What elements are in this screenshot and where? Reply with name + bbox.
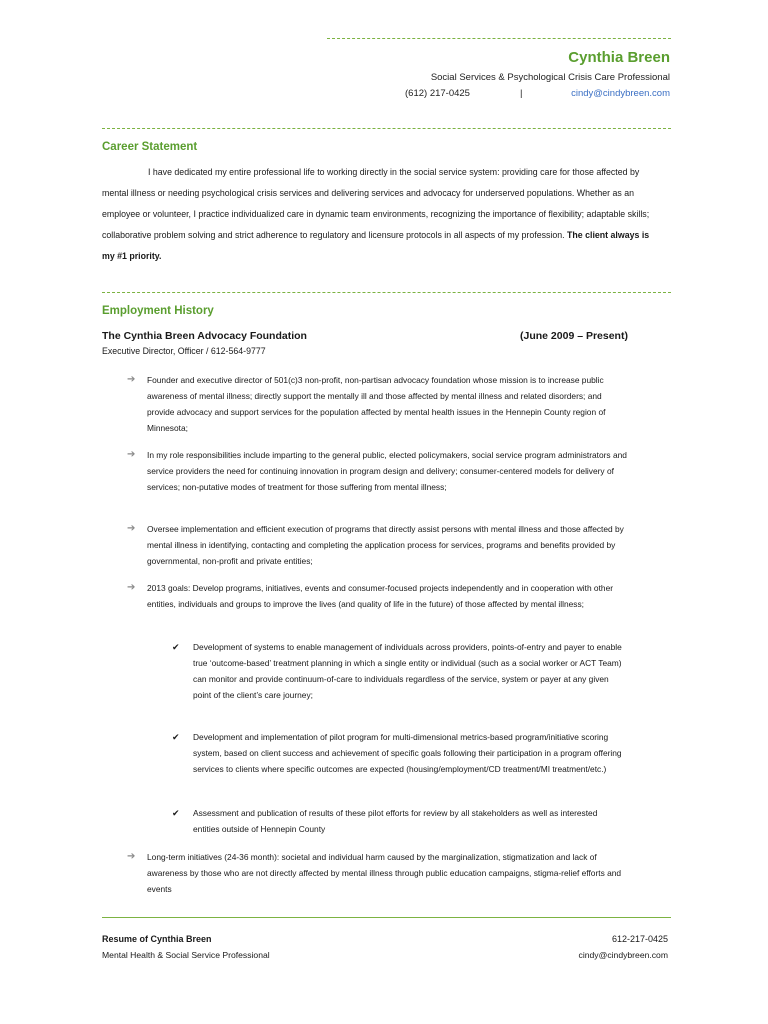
career-statement-heading: Career Statement [102, 141, 198, 153]
career-statement-body: I have dedicated my entire professional life to working directly in the social service system: providing care for those affected by mental illness or needing psychological crisis services and delivering services and advocacy for underserved populations. Whether as an employee or volunteer, I practice individualized care in dynamic team environments, recognizing the importance of flexibility; adaptable skills; collaborative problem solving and strict adherence to regulatory and licensure protocols in all aspects of my profession. [102, 167, 650, 240]
checkmark-icon: ✔ [172, 808, 180, 818]
footer-email-link[interactable]: cindy@cindybreen.com [578, 950, 668, 960]
arrow-right-icon: ➔ [127, 374, 136, 385]
footer-phone: 612-217-0425 [611, 934, 668, 944]
checkmark-icon: ✔ [172, 642, 180, 652]
checkmark-icon: ✔ [172, 732, 180, 742]
sub-list-item-text: Development of systems to enable management of individuals across providers, points-of-entry and payer to enable true ‘outcome-based’ treatment planning in which a single entity or individual (such as a social worker or ACT Team) can monitor and provide continuum-of-care to individuals regardless of the service, system or payer at any given point of the client’s care journey; [193, 642, 622, 700]
arrow-right-icon: ➔ [127, 523, 136, 534]
list-item-text: Long-term initiatives (24-36 month): societal and individual harm caused by the marginalization, stigmatization and lack of awareness by those who are not directly affected by mental illness through public education campaigns, stigma-relief efforts and events [147, 852, 622, 894]
section-divider-career [102, 128, 671, 129]
list-item-text: Oversee implementation and efficient execution of programs that directly assist persons with mental illness and those affected by mental illness in identifying, contacting and completing the application process for services, programs and benefits provided by governmental, non-profit and private entities; [147, 524, 624, 566]
arrow-right-icon: ➔ [127, 851, 136, 862]
employment-history-heading: Employment History [102, 305, 214, 317]
arrow-right-icon: ➔ [127, 449, 136, 460]
list-item-text: Founder and executive director of 501(c)3 non-profit, non-partisan advocacy foundation whose mission is to increase public awareness of mental illness; directly support the mentally ill and those affected by mental illness and related disorders; and provide advocacy and support services for the population affected by mental health issues in the Hennepin County region of Minnesota; [147, 375, 606, 433]
sub-list-item-text: Assessment and publication of results of these pilot efforts for review by all stakeholders as well as interested entities outside of Hennepin County [193, 808, 598, 834]
header-email-link[interactable]: cindy@cindybreen.com [571, 88, 670, 99]
header-phone: (612) 217-0425 [405, 88, 470, 99]
job-title: Executive Director, Officer / 612-564-9777 [102, 346, 266, 356]
footer-divider [102, 917, 671, 918]
footer-resume-title: Resume of Cynthia Breen [102, 934, 212, 944]
footer-subtitle: Mental Health & Social Service Professional [102, 950, 270, 960]
list-item-text: 2013 goals: Develop programs, initiatives, events and consumer-focused projects independently and in cooperation with other entities, individuals and groups to improve the lives (and quality of life in the future) of those affected by mental illness; [147, 583, 614, 609]
candidate-name: Cynthia Breen [568, 49, 670, 66]
header-divider-top [327, 38, 671, 39]
employer-name: The Cynthia Breen Advocacy Foundation [102, 330, 307, 342]
employment-dates: (June 2009 – Present) [520, 330, 628, 342]
candidate-tagline: Social Services & Psychological Crisis Care Professional [430, 72, 670, 83]
career-statement-emphasis: The client always is my #1 priority. [102, 230, 650, 261]
header-separator: | [520, 88, 523, 99]
arrow-right-icon: ➔ [127, 582, 136, 593]
career-statement-text [102, 162, 657, 267]
section-divider-employment [102, 292, 671, 293]
list-item-text: In my role responsibilities include imparting to the general public, elected policymakers, social service program administrators and service providers the need for continuing innovation in program design and delivery; consumer-centered models for delivery of services; non-putative modes of treatment for those suffering from mental illness; [147, 450, 627, 492]
sub-list-item-text: Development and implementation of pilot program for multi-dimensional metrics-based program/initiative scoring system, based on client success and achievement of specific goals following their participation in a program offering services to clients where specific outcomes are expected (housing/employment/CD treatment/MI treatment/etc.) [193, 732, 622, 774]
